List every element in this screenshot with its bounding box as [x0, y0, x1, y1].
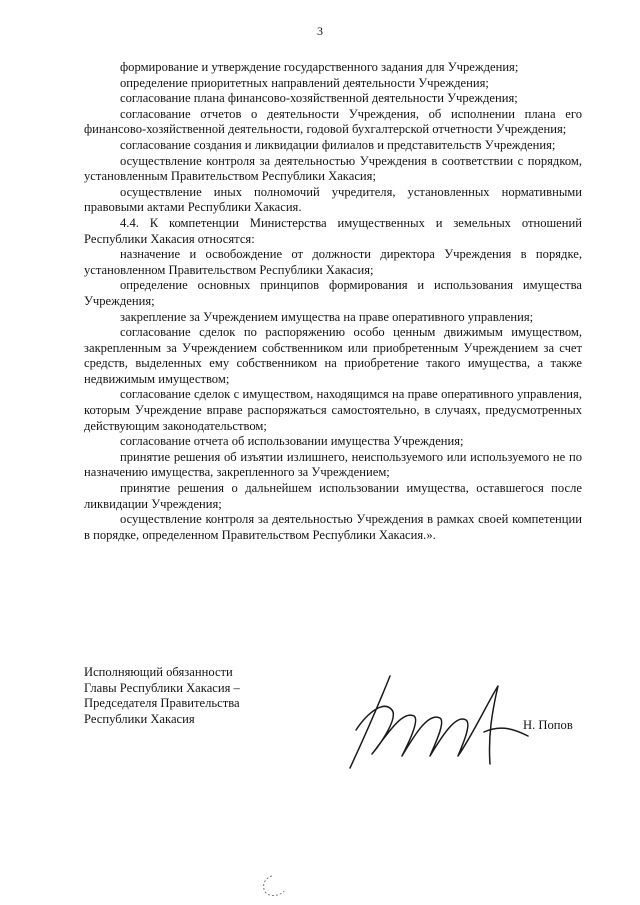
signatory-title-line: Главы Республики Хакасия –: [84, 680, 240, 695]
body-paragraph: осуществление иных полномочий учредителя, установленных нормативными правовыми актами Республики Хакасия.: [84, 184, 582, 215]
body-paragraph: принятие решения об изъятии излишнего, неиспользуемого или используемого не по назначению имущества, закрепленного за Учреждением;: [84, 449, 582, 480]
handwritten-signature: [342, 672, 532, 772]
body-paragraph: согласование сделок с имуществом, находящимся на праве оперативного управления, которым Учреждение вправе распоряжаться самостоятельно, в случаях, предусмотренных действующим законодательством;: [84, 387, 582, 433]
body-paragraph: согласование плана финансово-хозяйственной деятельности Учреждения;: [120, 91, 518, 106]
signatory-title-line: Исполняющий обязанности: [84, 665, 233, 679]
body-paragraph: назначение и освобождение от должности директора Учреждения в порядке, установленном Правительством Республики Хакасия;: [84, 247, 582, 277]
body-paragraph: осуществление контроля за деятельностью Учреждения в рамках своей компетенции в порядке, определенном Правительством Республики Хакасия.».: [84, 512, 582, 542]
body-paragraph: принятие решения о дальнейшем использовании имущества, оставшегося после ликвидации Учреждения;: [84, 481, 582, 511]
signer-name: Н. Попов: [523, 718, 573, 732]
body-paragraph: согласование создания и ликвидации филиалов и представительств Учреждения;: [120, 137, 556, 152]
body-paragraph: осуществление контроля за деятельностью Учреждения в соответствии с порядком, установленным Правительством Республики Хакасия;: [84, 153, 582, 184]
body-paragraph: согласование отчета об использовании имущества Учреждения;: [120, 434, 464, 449]
signatory-title: [84, 665, 240, 727]
page-number: 3: [317, 24, 323, 38]
body-paragraph: определение основных принципов формирования и использования имущества Учреждения;: [84, 278, 582, 308]
margin-mark: [258, 872, 292, 898]
signatory-title-line: Республики Хакасия: [84, 711, 195, 726]
body-paragraph: определение приоритетных направлений деятельности Учреждения;: [120, 75, 489, 90]
signatory-title-line: Председателя Правительства: [84, 696, 240, 711]
body-paragraph: согласование отчетов о деятельности Учреждения, об исполнении плана его финансово-хозяйственной деятельности, годовой бухгалтерской отчетности Учреждения;: [84, 106, 582, 137]
body-paragraph: закрепление за Учреждением имущества на праве оперативного управления;: [120, 309, 534, 324]
body-paragraph: согласование сделок по распоряжению особо ценным движимым имуществом, закрепленным за Учреждением собственником или приобретенным Учреждением за счет средств, выделенных ему собственником на приобретение такого имущества, а также недвижимым имуществом;: [84, 325, 582, 386]
body-paragraph: формирование и утверждение государственного задания для Учреждения;: [120, 60, 519, 74]
document-body: [84, 60, 582, 543]
body-paragraph: 4.4. К компетенции Министерства имущественных и земельных отношений Республики Хакасия относятся:: [84, 215, 582, 246]
